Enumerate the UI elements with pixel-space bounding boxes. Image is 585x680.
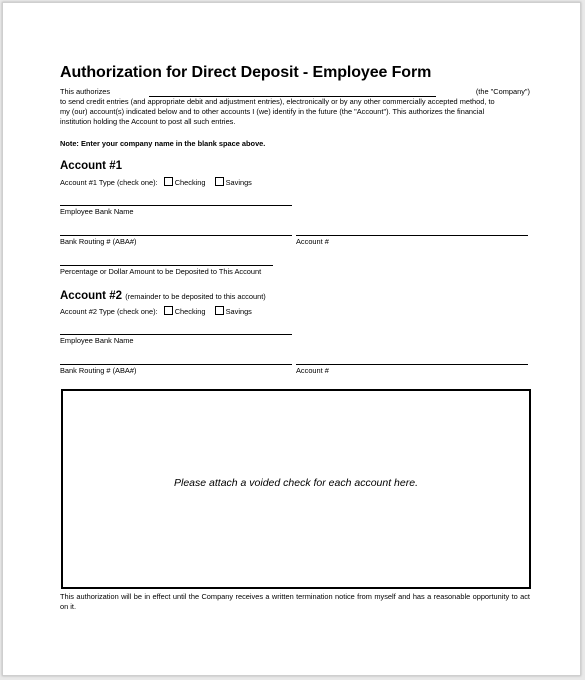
account2-bank-name-line[interactable] [60, 334, 292, 335]
account1-checking-checkbox[interactable] [164, 177, 173, 186]
account1-amount-label: Percentage or Dollar Amount to be Deposited to This Account [60, 267, 262, 276]
account2-heading-row [60, 290, 266, 302]
account2-account-number-label: Account # [296, 366, 329, 375]
account2-account-number-line[interactable] [296, 364, 528, 365]
account1-routing-label: Bank Routing # (ABA#) [60, 237, 137, 246]
authorization-intro [60, 87, 530, 127]
account1-bank-name-line[interactable] [60, 205, 292, 206]
voided-check-attach-box [61, 389, 531, 589]
intro-lead: This authorizes [60, 87, 111, 96]
account1-bank-name-label: Employee Bank Name [60, 207, 134, 216]
account1-type-label: Account #1 Type (check one): [60, 178, 158, 187]
account2-type-label: Account #2 Type (check one): [60, 307, 158, 316]
account2-savings-checkbox[interactable] [215, 306, 224, 315]
account2-checking-label: Checking [174, 307, 206, 316]
form-title: Authorization for Direct Deposit - Employee Form [60, 64, 432, 81]
account1-account-number-line[interactable] [296, 235, 528, 236]
account2-checking-checkbox[interactable] [164, 306, 173, 315]
account2-routing-line[interactable] [60, 364, 292, 365]
voided-check-instruction: Please attach a voided check for each account here. [174, 477, 418, 489]
account1-savings-checkbox[interactable] [215, 177, 224, 186]
account2-routing-label: Bank Routing # (ABA#) [60, 366, 137, 375]
company-name-blank[interactable] [149, 88, 436, 97]
account1-savings-label: Savings [225, 178, 252, 187]
account1-account-number-label: Account # [296, 237, 329, 246]
account1-routing-line[interactable] [60, 235, 292, 236]
account2-savings-label: Savings [225, 307, 252, 316]
account2-heading-note: (remainder to be deposited to this account) [125, 292, 266, 301]
account1-type-row [60, 177, 252, 188]
account2-bank-name-label: Employee Bank Name [60, 336, 134, 345]
intro-line-2: to send credit entries (and appropriate debit and adjustment entries), electronically or by any other commercially accepted method, to [60, 97, 495, 106]
form-page [2, 2, 581, 676]
intro-line-4: institution holding the Account to post all such entries. [60, 117, 236, 126]
authorization-footer: This authorization will be in effect until the Company receives a written termination notice from myself and has a reasonable opportunity to act on it. [60, 592, 530, 611]
account1-heading: Account #1 [60, 160, 122, 172]
account2-type-row [60, 306, 252, 317]
account2-heading: Account #2 [60, 290, 122, 302]
company-tag: (the "Company") [475, 87, 530, 96]
account1-amount-line[interactable] [60, 265, 273, 266]
intro-line-3: my (our) account(s) indicated below and to other accounts I (we) identify in the future (the "Account"). This authorizes the financial [60, 107, 485, 116]
account1-checking-label: Checking [174, 178, 206, 187]
company-note: Note: Enter your company name in the blank space above. [60, 139, 266, 148]
